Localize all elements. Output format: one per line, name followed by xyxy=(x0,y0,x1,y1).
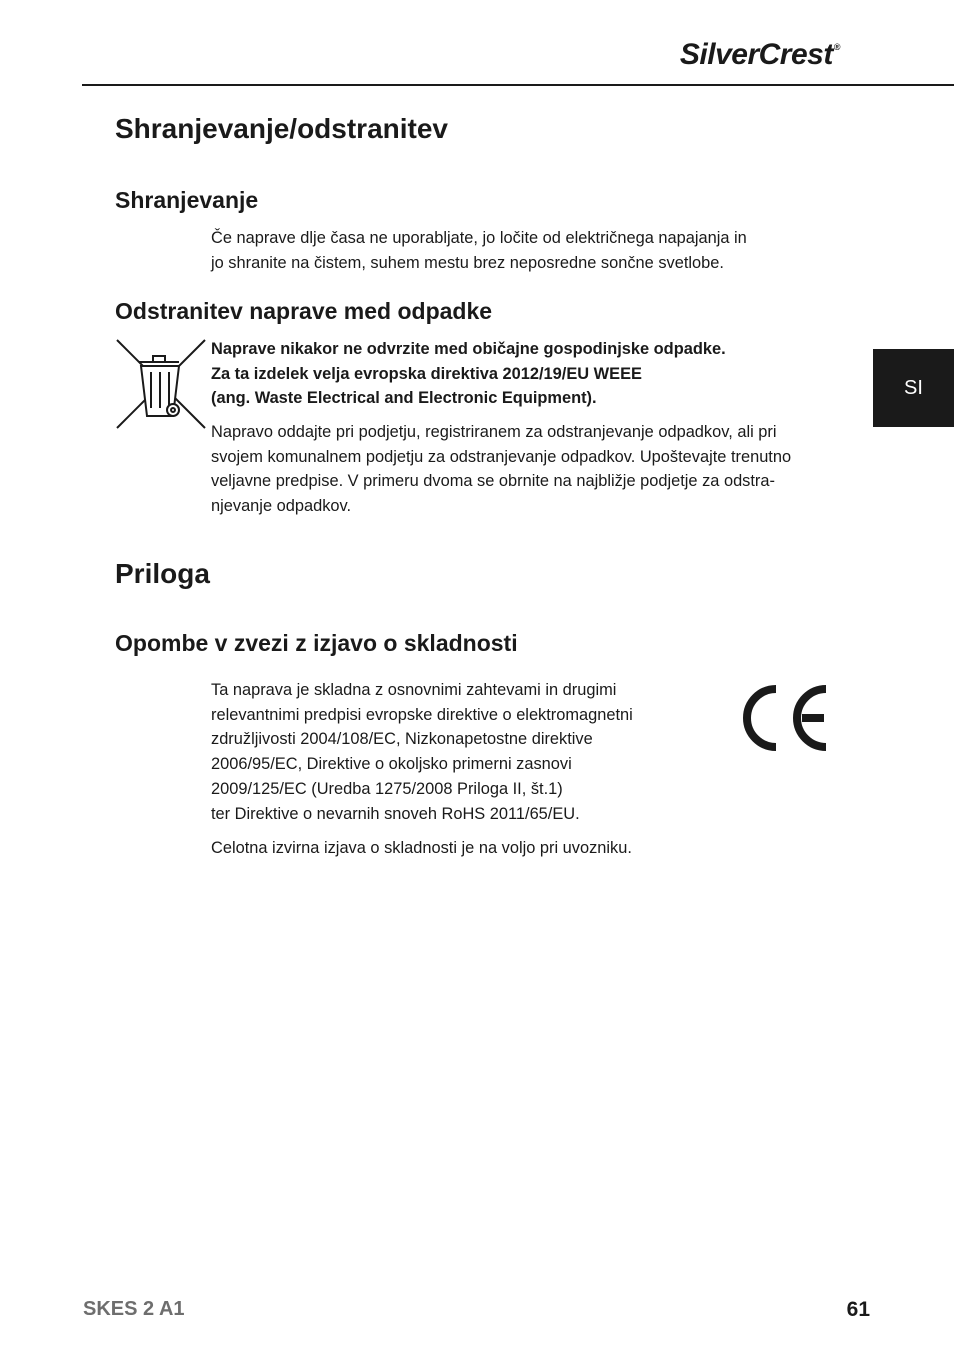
text-line: Naprave nikakor ne odvrzite med običajne gospodinjske odpadke. xyxy=(211,340,726,358)
text-line: Ta naprava je skladna z osnovnimi zahtevami in drugimi xyxy=(211,681,617,699)
text-line: svojem komunalnem podjetju za odstranjevanje odpadkov. Upoštevajte trenutno xyxy=(211,447,792,466)
text-line: ter Direktive o nevarnih snoveh RoHS 2011/65/EU. xyxy=(211,804,580,823)
text-line: jo shranite na čistem, suhem mestu brez neposredne sončne svetlobe. xyxy=(211,253,724,272)
heading-storage: Shranjevanje xyxy=(115,187,259,213)
header-divider xyxy=(82,84,954,86)
crossed-out-wheelie-bin-icon xyxy=(115,338,207,430)
disposal-warning xyxy=(211,337,726,411)
heading-disposal: Odstranitev naprave med odpadke xyxy=(115,298,493,324)
text-line: relevantnimi predpisi evropske direktive o elektromagnetni xyxy=(211,705,633,724)
section-title-appendix: Priloga xyxy=(115,558,210,589)
text-line: 2006/95/EC, Direktive o okoljsko primerni zasnovi xyxy=(211,755,572,774)
language-tab xyxy=(873,349,954,427)
text-line: veljavne predpise. V primeru dvoma se obrnite na najbližje podjetje za odstra- xyxy=(211,472,775,491)
text-line: njevanje odpadkov. xyxy=(211,497,352,516)
text-line: združljivosti 2004/108/EC, Nizkonapetostne direktive xyxy=(211,730,593,749)
text-line: (ang. Waste Electrical and Electronic Equipment). xyxy=(211,389,597,408)
conformity-paragraph xyxy=(211,678,633,826)
text-line: 2009/125/EC (Uredba 1275/2008 Priloga II, št.1) xyxy=(211,779,563,798)
trademark-symbol: ® xyxy=(833,42,840,52)
text-line: Če naprave dlje časa ne uporabljate, jo ločite od električnega napajanja in xyxy=(211,229,747,247)
disposal-paragraph xyxy=(211,420,791,519)
text-line: Napravo oddajte pri podjetju, registriranem za odstranjevanje odpadkov, ali pri xyxy=(211,423,777,441)
section-title-storage: Shranjevanje/odstranitev xyxy=(115,113,449,144)
storage-paragraph xyxy=(211,226,747,275)
heading-conformity: Opombe v zvezi z izjavo o skladnosti xyxy=(115,630,518,656)
text-line: Za ta izdelek velja evropska direktiva 2012/19/EU WEEE xyxy=(211,364,642,383)
ce-mark-icon xyxy=(732,683,832,753)
brand-logo: SilverCrest® xyxy=(679,38,840,71)
page-number: 61 xyxy=(846,1298,870,1321)
text-line: Celotna izvirna izjava o skladnosti je na voljo pri uvozniku. xyxy=(211,839,632,857)
conformity-note xyxy=(211,836,632,861)
footer-model: SKES 2 A1 xyxy=(83,1298,185,1320)
language-tab-label: SI xyxy=(904,376,923,399)
